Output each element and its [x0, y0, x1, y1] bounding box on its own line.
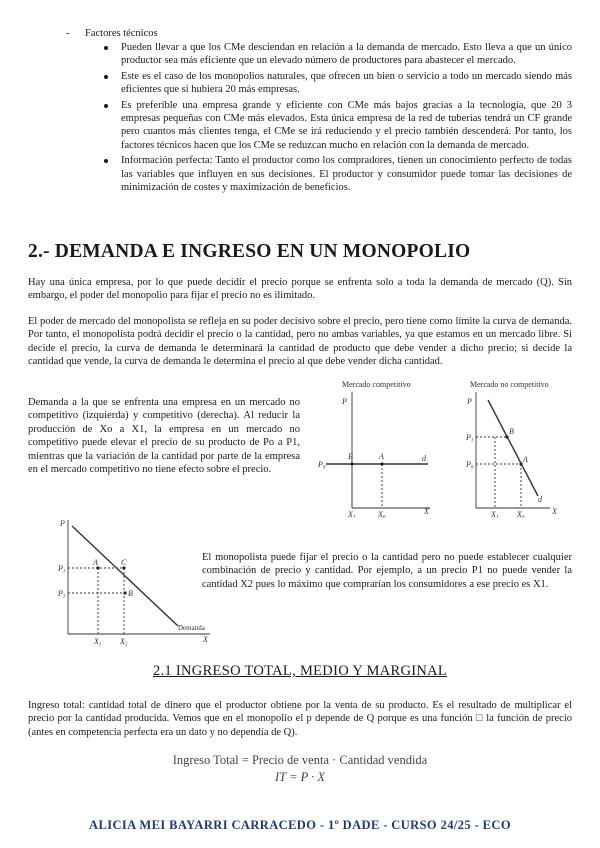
bullet-icon — [104, 159, 108, 163]
subheading-text: Factores técnicos — [85, 28, 158, 39]
point-c-label: C — [121, 558, 127, 567]
figure-monopoly-demand — [28, 510, 213, 650]
left-p-label: P — [342, 397, 347, 406]
demand-label: Demanda — [178, 624, 205, 632]
page-footer: ALICIA MEI BAYARRI CARRACEDO - 1º DADE - CURSO 24/25 - ECO — [89, 818, 511, 832]
list-item — [104, 99, 572, 152]
list-item — [104, 70, 572, 96]
left-p0-label: P0 — [318, 460, 326, 471]
right-x1-label: X1 — [491, 510, 499, 518]
left-point-b — [350, 462, 353, 465]
paragraph-figure-caption: Demanda a la que se enfrenta una empresa en un mercado no competitivo (izquierda) y competitivo (derecha). Al reducir la producción de Xo a X1, la empresa en un mercado no competitivo puede elevar el precio de su producto de Po a P1, mientras que la variación de la cantidad por parte de la empresa en el mercado competitivo no tiene efecto sobre el precio. — [28, 397, 300, 476]
right-p-label: P — [467, 397, 472, 406]
left-x0-label: X0 — [378, 510, 386, 518]
left-demand-label: d — [422, 454, 426, 463]
bullet-icon — [104, 104, 108, 108]
paragraph-intro: Hay una única empresa, por lo que puede decidir el precio porque se enfrenta solo a toda la demanda de mercado (Q). Sin embargo, el poder del monopolio para fijar el precio no es ilimitado. — [28, 277, 572, 302]
right-point-a-label: A — [523, 455, 528, 464]
bullet-icon — [104, 75, 108, 79]
right-demand-line — [488, 400, 538, 496]
demand-line — [72, 526, 178, 626]
left-x1-label: X1 — [348, 510, 356, 518]
section-title: 2.- DEMANDA E INGRESO EN UN MONOPOLIO — [28, 241, 471, 262]
right-demand-label: d — [538, 495, 542, 504]
bullet-list — [104, 41, 572, 197]
right-point-b-label: B — [509, 427, 514, 436]
point-b — [123, 591, 126, 594]
formula-it: IT = P · X — [275, 770, 325, 784]
right-title: Mercado no competitivo — [470, 380, 549, 389]
left-point-a — [380, 462, 383, 465]
x1-label: X1 — [94, 637, 102, 648]
figure-market-comparison — [312, 378, 582, 518]
list-item-text: Este es el caso de los monopolios naturales, que ofrecen un bien o servicio a todo un mercado siendo más eficientes que si hubiera 20 más empresas. — [121, 71, 572, 96]
left-x-axis-label: X — [424, 507, 429, 516]
p-axis-label: P — [60, 519, 65, 528]
subsection-title: 2.1 INGRESO TOTAL, MEDIO Y MARGINAL — [152, 663, 448, 679]
left-title: Mercado competitivo — [342, 380, 411, 389]
list-item-text: Es preferible una empresa grande y eficiente con CMe más bajos gracias a la tecnología, que 20 3 empresas pequeñas con CMe más elevados. Esta única empresa de la red de tuberías tendrá un CF grande pero cuantos más clientes tenga, el CMe se irá reduciendo y el precio también descenderá. Por tanto, los factores técnicos hacen que los CMe se reduzcan mucho en relación con la demanda de mercado. — [121, 100, 572, 151]
list-item-text: Información perfecta: Tanto el productor como los compradores, tienen un conocimiento perfecto de todas las variables que influyen en sus decisiones. El productor y consumidor puede tomar las decisiones de minimización de costes y maximización de beneficios. — [121, 155, 572, 193]
bullet-icon — [104, 46, 108, 50]
right-x-axis-label: X — [552, 507, 557, 516]
formula-block — [0, 752, 600, 786]
point-b-label: B — [128, 589, 133, 598]
paragraph-ingreso-total: Ingreso total: cantidad total de dinero que el productor obtiene por la venta de su producto. Es el resultado de multiplicar el precio por la cantidad producida. Vemos que en el monopolio el p depende de Q porque es una función □ la función de precio (antes en competencia perfecta era un dato y no dependía de Q). — [28, 700, 572, 738]
x2-label: X2 — [120, 637, 128, 648]
formula-ingreso-total: Ingreso Total = Precio de venta · Cantidad vendida — [172, 753, 428, 767]
left-point-a-label: A — [379, 452, 384, 461]
right-x0-label: X0 — [517, 510, 525, 518]
x-axis-label: X — [203, 635, 208, 644]
list-item — [104, 154, 572, 194]
point-a-label: A — [93, 558, 98, 567]
paragraph-market-power: El poder de mercado del monopolista se refleja en su poder decisivo sobre el precio, pero tiene como límite la curva de demanda. Por tanto, el monopolista podrá decidir el precio o la cantidad, pero no ambas variables, ya que estamos en un mercado libre. Si decide el precio, la curva de demanda le determinará la cantidad de producto que debe vender a dicho precio; si decide la cantidad que vende, la curva de demanda le determina el precio al que debe vender dicha cantidad. — [28, 316, 572, 368]
p1-label: P1 — [58, 564, 66, 575]
list-item-text: Pueden llevar a que los CMe desciendan en relación a la demanda de mercado. Esto lleva a que un único productor sea más eficiente que un elevado número de productores para abastecer el mercado. — [121, 42, 572, 67]
right-p0-label: P0 — [466, 460, 474, 471]
list-item — [104, 41, 572, 67]
right-p1-label: P1 — [466, 433, 474, 444]
p2-label: P2 — [58, 589, 66, 600]
paragraph-price-quantity: El monopolista puede fijar el precio o la cantidad pero no puede establecer cualquier combinación de precio y cantidad. Por ejemplo, a un precio P1 no puede vender la cantidad X2 pues lo máximo que comprarían los consumidores a ese precio es X1. — [202, 552, 572, 590]
dash-marker: - — [66, 28, 70, 39]
left-point-b-label: B — [348, 452, 353, 461]
